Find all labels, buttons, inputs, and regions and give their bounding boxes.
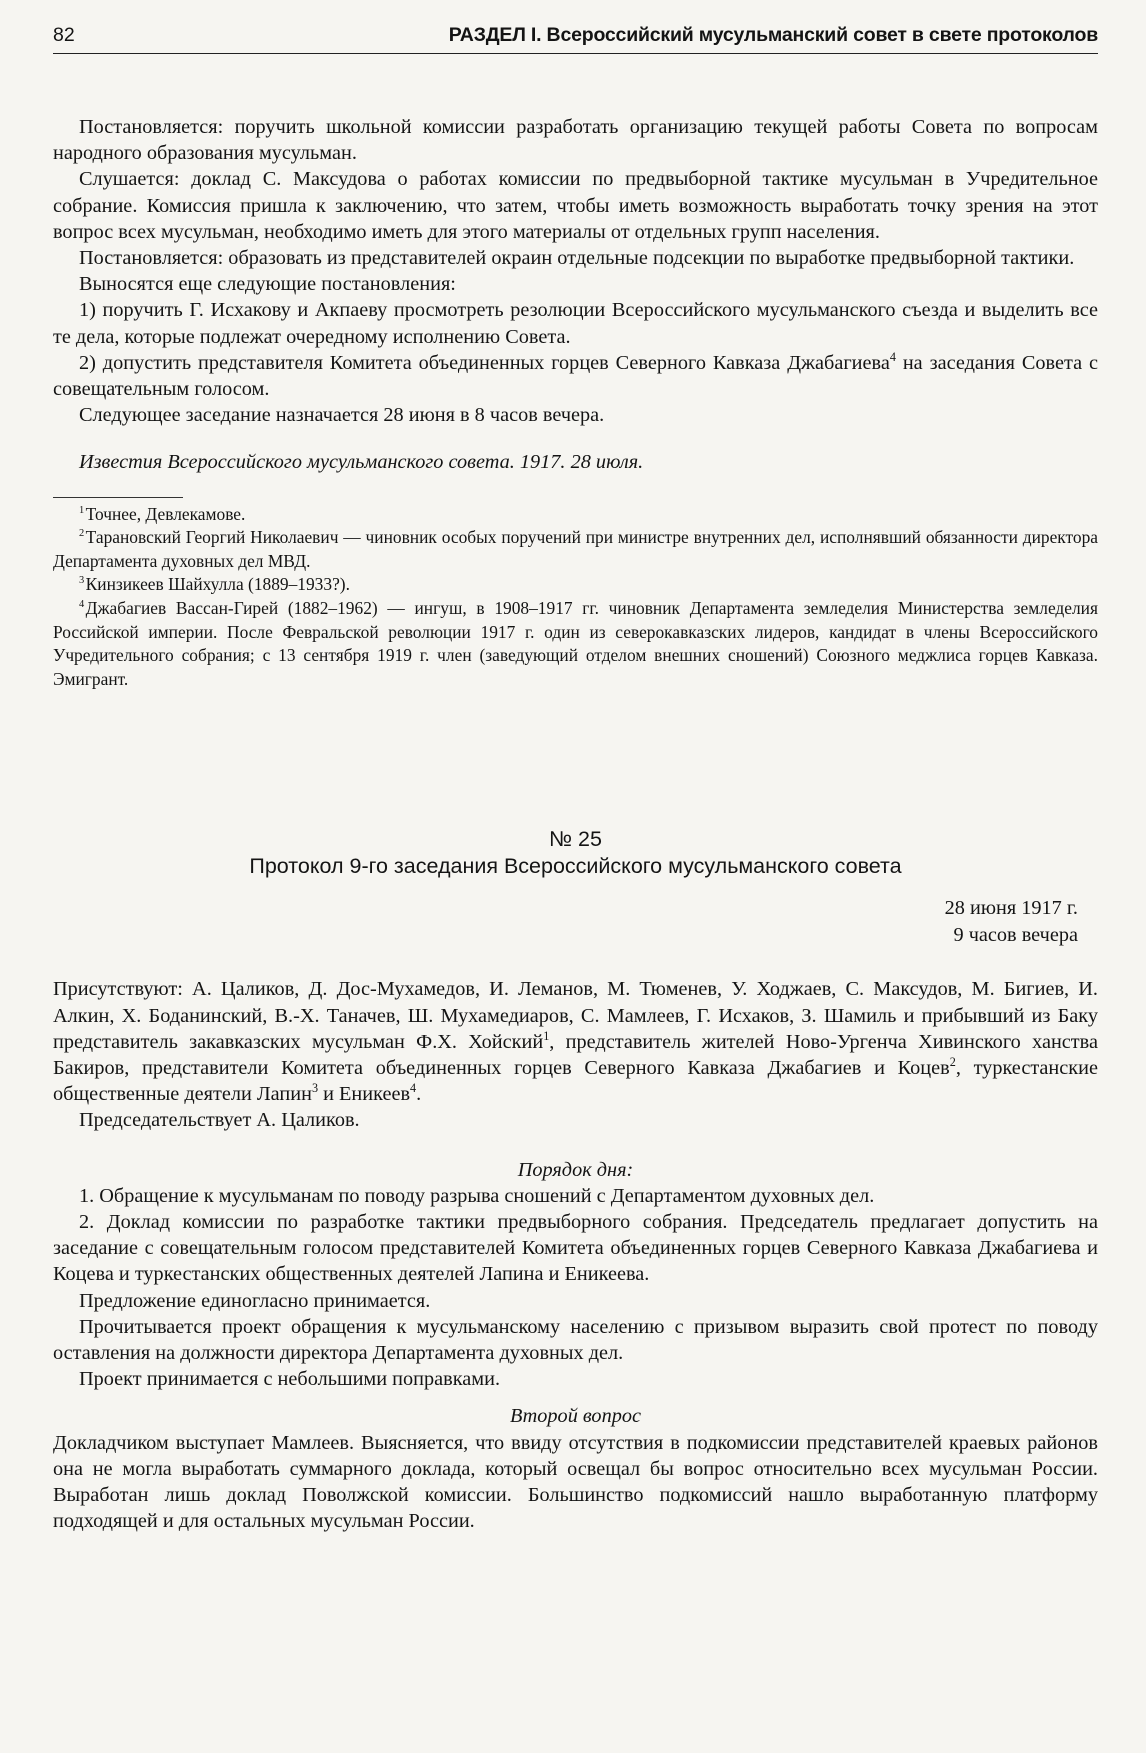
chair-paragraph: Председательствует А. Цаликов. [79, 1109, 360, 1132]
running-header [53, 24, 1098, 54]
document-heading [53, 826, 1098, 880]
date-block [53, 895, 1098, 949]
document-time: 9 часов вечера [953, 924, 1078, 947]
agenda-item: 1. Обращение к мусульманам по поводу разрыва сношений с Департаментом духовных дел. [79, 1184, 875, 1207]
agenda-heading: Порядок дня: [517, 1158, 634, 1181]
paragraph: Постановляется: поручить школьной комиссии разработать организацию текущей работы Совета по вопросам народного образования мусульман. [53, 116, 1098, 165]
page-number: 82 [53, 24, 75, 46]
second-question-heading: Второй вопрос [509, 1405, 642, 1428]
running-title: РАЗДЕЛ I. Всероссийский мусульманский совет в свете протоколов [448, 24, 1098, 46]
footnote: $^2$ Тарановский Георгий Николаевич — чиновник особых поручений при министре внутренних дел, исполнявший обязанности директора Департамента духовных дел МВД. [53, 527, 1098, 571]
footnote: $^4$ Джабагиев Вассан-Гирей (1882–1962) — ингуш, в 1908–1917 гг. чиновник Департамента земледелия Министерства земледелия Российской империи. После Февральской революции 1917 г. один из северокавказских лидеров, кандидат в члены Всероссийского Учредительного собрания; с 13 сентября 1919 г. член (заведующий отделом внешних сношений) Союзного меджлиса горцев Кавказа. Эмигрант. [53, 598, 1098, 689]
footnotes [53, 503, 1098, 692]
document-title: Протокол 9-го заседания Всероссийского мусульманского совета [249, 854, 902, 879]
page [53, 24, 1098, 1534]
document-number: № 25 [549, 827, 602, 852]
attendance-paragraph: Присутствуют: А. Цаликов, Д. Дос-Мухамедов, И. Леманов, М. Тюменев, У. Ходжаев, С. Максудов, М. Бигиев, И. Алкин, Х. Боданинский, В.-Х. Таначев, Ш. Мухамедиаров, С. Мамлеев, Г. Исхаков, З. Шамиль и прибывший из Баку представитель закавказских мусульман Ф.Х. Хойский$^1$, представитель жителей Ново-Ургенча Хивинского ханства Бакиров, представители Комитета объединенных горцев Северного Кавказа Джабагиев и Коцев$^2$, туркестанские общественные деятели Лапин$^3$ и Еникеев$^4$. [53, 978, 1098, 1106]
preceding-protocol-text [53, 114, 1098, 476]
paragraph: Постановляется: образовать из представителей окраин отдельные подсекции по выработке предвыборной тактики. [79, 247, 1075, 270]
paragraph: 2) допустить представителя Комитета объединенных горцев Северного Кавказа Джабагиева$^4$ на заседания Совета с совещательным голосом. [53, 350, 1098, 401]
paragraph: Слушается: доклад С. Максудова о работах комиссии по предвыборной тактике мусульман в Учредительное собрание. Комиссия пришла к заключению, что затем, чтобы иметь возможность выработать точку зрения на этот вопрос всех мусульман, необходимо иметь для этого материалы от отдельных групп населения. [53, 168, 1098, 243]
document-date: 28 июня 1917 г. [944, 897, 1078, 920]
footnote: $^3$ Кинзикеев Шайхулла (1889–1933?). [79, 574, 350, 595]
paragraph: 1) поручить Г. Исхакову и Акпаеву просмотреть резолюции Всероссийского мусульманского съезда и выделить все те дела, которые подлежат очередному исполнению Совета. [53, 299, 1098, 348]
paragraph: Предложение единогласно принимается. [79, 1289, 431, 1312]
footnote-ref: 4 [889, 350, 896, 365]
paragraph: Выносятся еще следующие постановления: [79, 273, 456, 296]
footnote: $^1$ Точнее, Девлекамове. [79, 503, 246, 524]
protocol-body [53, 976, 1098, 1534]
paragraph: Докладчиком выступает Мамлеев. Выясняется, что ввиду отсутствия в подкомиссии представителей краевых районов она не могла выработать суммарного доклада, который освещал бы вопрос относительно всех мусульман России. Выработан лишь доклад Поволжской комиссии. Большинство подкомиссий нашло выработанную платформу подходящей и для остальных мусульман России. [53, 1431, 1098, 1533]
paragraph: Следующее заседание назначается 28 июня в 8 часов вечера. [79, 404, 605, 427]
agenda-item: 2. Доклад комиссии по разработке тактики предвыборного собрания. Председатель предлагает допустить на заседание с совещательным голосом представителей Комитета объединенных горцев Северного Кавказа Джабагиева и Коцева и туркестанских общественных деятелей Лапина и Еникеева. [53, 1211, 1098, 1286]
paragraph: Проект принимается с небольшими поправками. [79, 1368, 501, 1391]
footnote-divider [53, 497, 183, 498]
source-citation: Известия Всероссийского мусульманского совета. 1917. 28 июля. [79, 451, 644, 474]
paragraph: Прочитывается проект обращения к мусульманскому населению с призывом выразить свой протест по поводу оставления на должности директора Департамента духовных дел. [53, 1315, 1098, 1365]
